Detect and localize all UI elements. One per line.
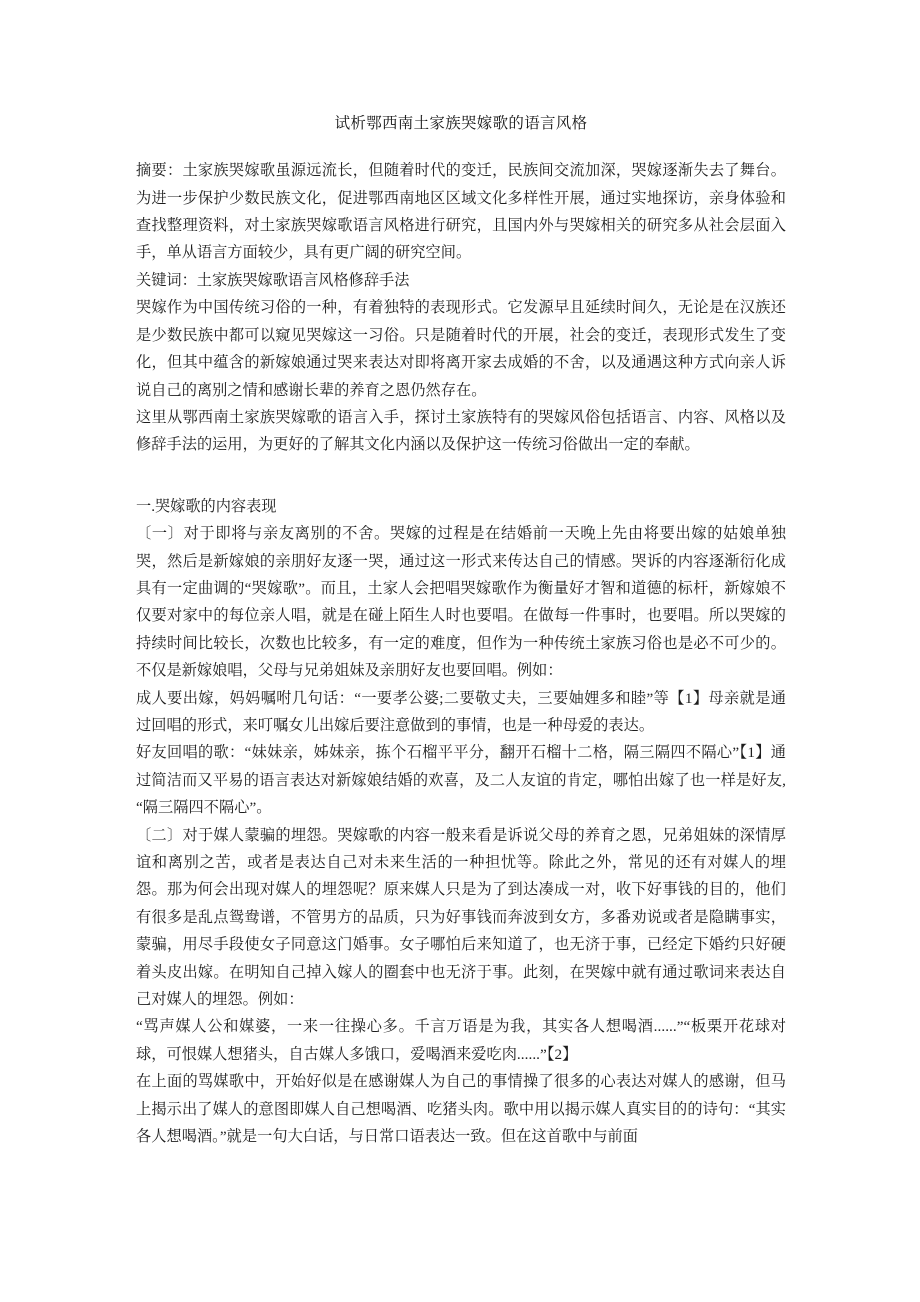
- intro-paragraph-1: 哭嫁作为中国传统习俗的一种，有着独特的表现形式。它发源早且延续时间久，无论是在汉族还是少数民族中都可以窥见哭嫁这一习俗。只是随着时代的开展，社会的变迁，表现形式发生了变化，但其中蕴含的新嫁娘通过哭来表达对即将离开家去成婚的不舍，以及通遇这种方式向亲人诉说自己的离别之情和感谢长辈的养育之恩仍然存在。: [136, 299, 786, 399]
- keywords-line: 关键词：土家族哭嫁歌语言风格修辞手法: [136, 271, 410, 289]
- quote-paragraph-2: 好友回唱的歌：“妹妹亲，姊妹亲，拣个石榴平平分，翻开石榴十二格，隔三隔四不隔心”【1】通过简洁而又平易的语言表达对新嫁娘结婚的欢喜，及二人友谊的肯定，哪怕出嫁了也一样是好友,“隔三隔四不隔心”。: [136, 744, 786, 817]
- abstract-paragraph: 摘要：土家族哭嫁歌虽源远流长，但随着时代的变迁，民族间交流加深，哭嫁逐渐失去了舞台。为进一步保护少数民族文化，促进鄂西南地区区域文化多样性开展，通过实地探访，亲身体验和查找整理资料，对土家族哭嫁歌语言风格进行研究，且国内外与哭嫁相关的研究多从社会层面入手，单从语言方面较少，具有更广阔的研究空间。: [136, 162, 786, 262]
- subsection-1-paragraph: 〔一〕对于即将与亲友离别的不舍。哭嫁的过程是在结婚前一天晚上先由将要出嫁的姑娘单独哭，然后是新嫁娘的亲朋好友逐一哭，通过这一形式来传达自己的情感。哭诉的内容逐渐衍化成具有一定曲调的“哭嫁歌”。而且，土家人会把唱哭嫁歌作为衡量好才智和道德的标杆，新嫁娘不仅要对家中的每位亲人唱，就是在碰上陌生人时也要唱。在做每一件事时，也要唱。所以哭嫁的持续时间比较长，次数也比较多，有一定的难度，但作为一种传统土家族习俗也是必不可少的。不仅是新嫁娘唱，父母与兄弟姐妹及亲朋好友也要回唱。例如：: [136, 525, 786, 680]
- page-content: [136, 0, 786, 1150]
- quote-paragraph-3: “骂声媒人公和媒婆，一来一往操心多。千言万语是为我，其实各人想喝酒......”“板栗开花球对球，可恨媒人想猪头，自古媒人多饿口，爱喝酒来爱吃肉......”【2】: [136, 1018, 786, 1063]
- closing-paragraph: 在上面的骂媒歌中，开始好似是在感谢媒人为自己的事情操了很多的心表达对媒人的感谢，但马上揭示出了媒人的意图即媒人自己想喝酒、吃猪头肉。歌中用以揭示媒人真实目的的诗句：“其实各人想喝酒。”就是一句大白话，与日常口语表达一致。但在这首歌中与前面: [136, 1073, 786, 1146]
- document-body: [136, 157, 786, 1150]
- section-heading-1: 一.哭嫁歌的内容表现: [136, 497, 277, 515]
- section-spacer: [136, 459, 786, 493]
- page-title: 试析鄂西南土家族哭嫁歌的语言风格: [334, 115, 588, 132]
- intro-paragraph-2: 这里从鄂西南土家族哭嫁歌的语言入手，探讨土家族特有的哭嫁风俗包括语言、内容、风格以及修辞手法的运用，为更好的了解其文化内涵以及保护这一传统习俗做出一定的奉献。: [136, 408, 786, 454]
- quote-paragraph-1: 成人要出嫁，妈妈嘱咐几句话：“一要孝公婆;二要敬丈夫，三要妯娌多和睦”等【1】母亲就是通过回唱的形式，来叮嘱女儿出嫁后要注意做到的事情，也是一种母爱的表达。: [136, 689, 786, 734]
- subsection-2-paragraph: 〔二〕对于媒人蒙骗的埋怨。哭嫁歌的内容一般来看是诉说父母的养育之恩，兄弟姐妹的深情厚谊和离别之苦，或者是表达自己对未来生活的一种担忧等。除此之外，常见的还有对媒人的埋怨。那为何会出现对媒人的埋怨呢？原来媒人只是为了到达凑成一对，收下好事钱的目的，他们有很多是乱点鸳鸯谱，不管男方的品质，只为好事钱而奔波到女方，多番劝说或者是隐瞒事实，蒙骗，用尽手段使女子同意这门婚事。女子哪怕后来知道了，也无济于事，已经定下婚约只好硬着头皮出嫁。在明知自己掉入嫁人的圈套中也无济于事。此刻，在哭嫁中就有通过歌词来表达自己对媒人的埋怨。例如：: [136, 826, 786, 1009]
